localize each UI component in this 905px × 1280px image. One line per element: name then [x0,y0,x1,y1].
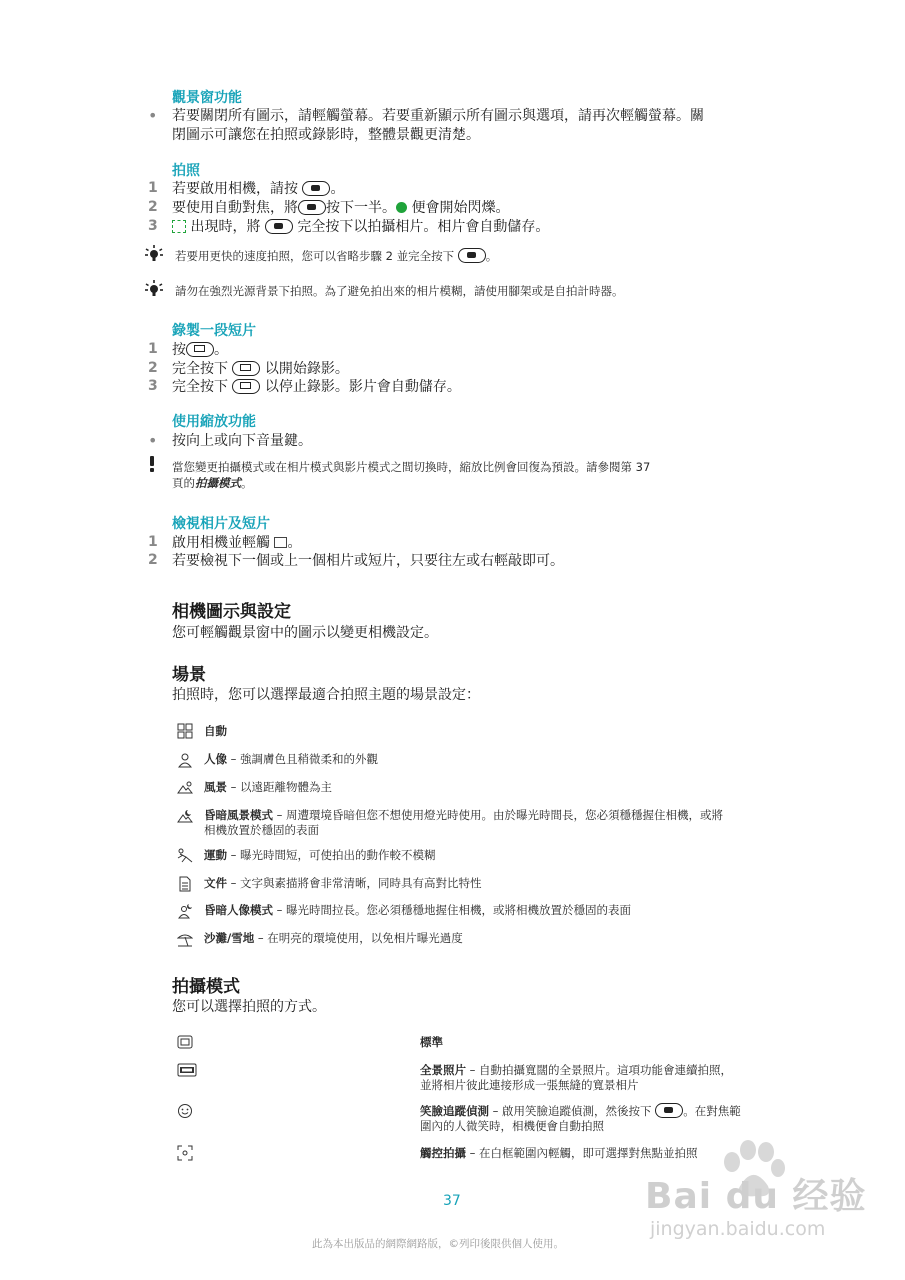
focus-frame-icon [172,220,186,233]
tip-2: 請勿在強烈光源背景下拍照。為了避免拍出來的相片模糊，請使用腳架或是自拍計時器。 [175,284,624,298]
zoom-note-line1: 當您變更拍攝模式或在相片模式與影片模式之間切換時，縮放比例會回復為預設。請參閱第 37 [172,460,651,474]
scene-item-night-portrait: 昏暗人像模式 – 曝光時間拉長。您必須穩穩地握住相機，或將相機放置於穩固的表面 [204,903,632,917]
mode-item-touch: 觸控拍攝 – 在白框範圍內輕觸，即可選擇對焦點並拍照 [420,1146,698,1160]
scene-item-portrait: 人像 – 強調膚色且稍微柔和的外觀 [204,752,379,766]
important-exclamation-icon [148,456,156,472]
scene-item-beach-snow: 沙灘/雪地 – 在明亮的環境使用，以免相片曝光過度 [204,931,463,945]
baidu-watermark: Bai du 经验 [645,1176,867,1217]
video-step-2: 完全按下 以開始錄影。 [172,361,349,377]
touch-capture-icon [177,1145,193,1161]
normal-mode-icon [177,1034,193,1050]
scene-item-night-landscape: 昏暗風景模式 – 周遭環境昏暗但您不想使用燈光時使用。由於曝光時間長，您必須穩穩握住相機，或將 [204,808,724,822]
scenes-heading: 場景 [172,665,206,685]
video-key-icon [232,361,260,376]
night-landscape-icon [177,808,193,824]
bullet-dot: • [148,106,158,125]
video-key-icon [232,379,260,394]
viewfinder-heading: 觀景窗功能 [172,90,242,106]
footer-notice: 此為本出版品的網際網路版，©列印後限供個人使用。 [312,1238,564,1250]
photo-heading: 拍照 [172,163,200,179]
camera-key-icon [655,1103,683,1118]
modes-heading: 拍攝模式 [172,977,240,997]
photo-step-2: 要使用自動對焦，將 按下一半。 便會開始閃爍。 [172,200,510,216]
settings-heading: 相機圖示與設定 [172,602,291,622]
camera-key-icon [302,181,330,196]
camera-key-icon [458,248,486,263]
landscape-icon [177,780,193,796]
scene-item-document: 文件 – 文字與素描將會非常清晰，同時具有高對比特性 [204,876,482,890]
tip-lightbulb-icon [145,245,163,263]
baidu-watermark-url: jingyan.baidu.com [650,1218,826,1240]
step-number: 2 [148,552,158,568]
mode-item-panorama-cont: 並將相片彼此連接形成一張無縫的寬景相片 [420,1078,639,1092]
camera-key-icon [298,200,326,215]
step-number: 1 [148,534,158,550]
video-key-icon [186,342,214,357]
tip-lightbulb-icon [145,280,163,298]
step-number: 2 [148,199,158,215]
bullet-dot: • [148,431,158,450]
step-number: 3 [148,378,158,394]
zoom-bullet: 按向上或向下音量鍵。 [172,433,312,449]
scene-item-auto: 自動 [204,724,227,738]
scene-item-landscape: 風景 – 以遠距離物體為主 [204,780,333,794]
mode-item-smile-cont: 圍內的人微笑時，相機便會自動拍照 [420,1119,604,1133]
video-heading: 錄製一段短片 [172,323,256,339]
settings-desc: 您可輕觸觀景窗中的圖示以變更相機設定。 [172,625,438,641]
modes-desc: 您可以選擇拍照的方式。 [172,999,326,1015]
night-portrait-icon [177,903,193,919]
sports-icon [177,848,193,864]
scenes-desc: 拍照時，您可以選擇最適合拍照主題的場景設定： [172,687,480,703]
beach-snow-icon [177,931,193,947]
shooting-mode-link[interactable]: 拍攝模式 [195,476,241,490]
scene-item-sports: 運動 – 曝光時間短，可使拍出的動作較不模糊 [204,848,436,862]
auto-scene-icon [177,723,193,739]
mode-item-panorama: 全景照片 – 自動拍攝寬闊的全景照片。這項功能會連續拍照， [420,1063,733,1077]
viewfinder-line1: 若要關閉所有圖示，請輕觸螢幕。若要重新顯示所有圖示與選項，請再次輕觸螢幕。關 [172,108,704,124]
view-step-1: 啟用相機並輕觸 。 [172,535,302,551]
step-number: 2 [148,360,158,376]
tip-1: 若要用更快的速度拍照，您可以省略步驟 2 並完全按下 。 [175,249,498,263]
viewfinder-line2: 閉圖示可讓您在拍照或錄影時，整體景觀更清楚。 [172,127,480,143]
photo-step-1: 若要啟用相機，請按 。 [172,181,345,197]
video-step-1: 按 。 [172,342,228,358]
document-icon [177,876,193,892]
green-dot-icon [396,202,407,213]
photo-step-3: 出現時，將 完全按下以拍攝相片。相片會自動儲存。 [172,218,549,237]
thumbnail-icon [274,537,287,548]
zoom-note-line2: 頁的拍攝模式。 [172,476,253,490]
video-step-3: 完全按下 以停止錄影。影片會自動儲存。 [172,379,461,395]
smile-shutter-icon [177,1103,193,1119]
mode-item-normal: 標準 [420,1035,443,1049]
step-number: 3 [148,218,158,234]
scene-item-night-landscape-cont: 相機放置於穩固的表面 [204,823,319,837]
view-step-2: 若要檢視下一個或上一個相片或短片，只要往左或右輕敲即可。 [172,553,564,569]
mode-item-smile: 笑臉追蹤偵測 – 啟用笑臉追蹤偵測，然後按下 。在對焦範 [420,1104,741,1118]
zoom-heading: 使用縮放功能 [172,414,256,430]
page-number: 37 [443,1193,461,1209]
camera-key-icon [265,219,293,234]
panorama-icon [177,1062,197,1078]
step-number: 1 [148,180,158,196]
portrait-icon [177,752,193,768]
step-number: 1 [148,341,158,357]
view-heading: 檢視相片及短片 [172,516,270,532]
